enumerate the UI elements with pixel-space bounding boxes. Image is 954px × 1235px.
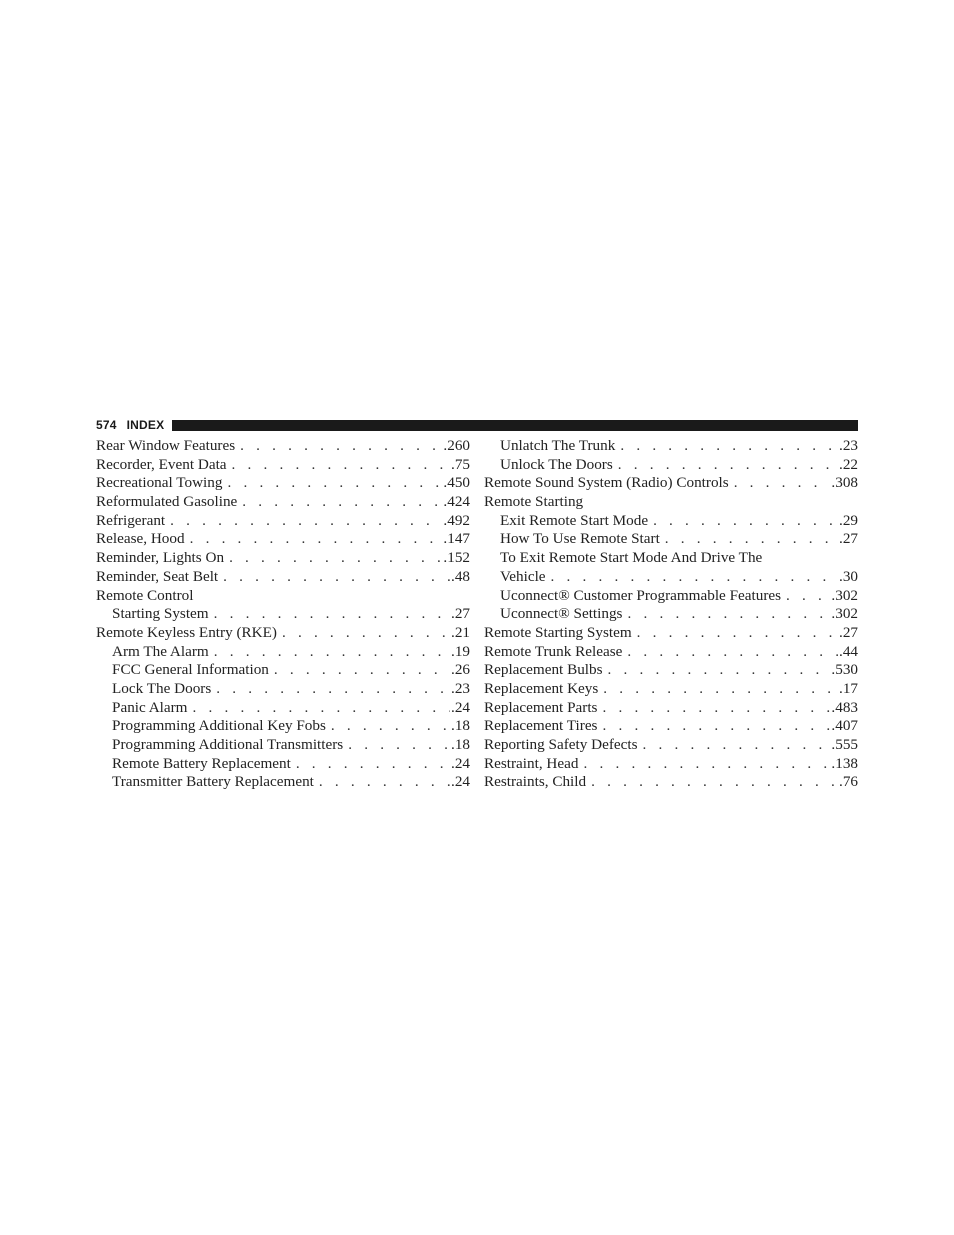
page-reference: .18 <box>451 717 470 735</box>
dot-leader <box>551 568 838 587</box>
page-reference: .26 <box>451 661 470 679</box>
dot-leader <box>602 699 830 718</box>
index-entry <box>96 493 470 512</box>
dot-leader <box>214 605 450 624</box>
index-term: Reminder, Lights On <box>96 549 225 567</box>
index-term: FCC General Information <box>112 661 269 679</box>
page-reference: .27 <box>839 623 858 641</box>
page-reference: .22 <box>839 455 858 473</box>
page-reference: .18 <box>451 736 470 753</box>
index-subentry <box>96 699 470 718</box>
page-reference: .76 <box>839 773 858 791</box>
index-entry <box>484 699 858 718</box>
dot-leader <box>603 680 838 699</box>
dot-leader <box>214 643 450 662</box>
index-term: Exit Remote Start Mode <box>500 511 649 529</box>
index-term: Recreational Towing <box>96 474 223 492</box>
dot-leader <box>786 587 830 606</box>
index-column-left <box>96 437 470 792</box>
page-reference: .75 <box>451 455 470 473</box>
dot-leader <box>274 661 450 680</box>
page-reference: .48 <box>451 567 470 585</box>
page-reference: .450 <box>443 474 470 492</box>
index-entry <box>484 493 858 512</box>
section-title: INDEX <box>126 418 165 432</box>
index-term: Reformulated Gasoline <box>96 493 238 511</box>
index-term: Unlock The Doors <box>500 455 613 473</box>
index-entry <box>484 680 858 699</box>
page-reference: .23 <box>451 679 470 697</box>
dot-leader <box>620 437 838 456</box>
index-entry <box>484 773 858 792</box>
index-subentry <box>484 568 858 587</box>
page-reference: .530 <box>831 661 858 679</box>
index-term: Uconnect® Customer Programmable Features <box>500 586 782 604</box>
index-entry <box>96 568 470 587</box>
index-subentry <box>484 549 858 568</box>
dot-leader <box>296 755 450 774</box>
page-number: 574 <box>96 418 117 432</box>
index-term: Restraints, Child <box>484 773 587 791</box>
index-entry <box>96 530 470 549</box>
index-term: Replacement Tires <box>484 717 598 735</box>
page-reference: .407 <box>831 717 858 735</box>
index-term: Restraint, Head <box>484 754 579 772</box>
page-reference: .424 <box>443 493 470 511</box>
index-entry <box>96 587 470 606</box>
index-term: Release, Hood <box>96 530 185 548</box>
page-reference: .21 <box>451 623 470 641</box>
dot-leader <box>240 437 442 456</box>
dot-leader <box>734 474 831 493</box>
dot-leader <box>602 717 830 736</box>
dot-leader <box>319 773 450 792</box>
index-subentry <box>96 661 470 680</box>
dot-leader <box>229 549 442 568</box>
index-entry <box>484 643 858 662</box>
index-subentry <box>96 643 470 662</box>
index-term: Reminder, Seat Belt <box>96 567 219 585</box>
dot-leader <box>348 736 450 755</box>
page-reference: .147 <box>443 530 470 548</box>
index-term: Remote Keyless Entry (RKE) <box>96 623 277 641</box>
index-term: How To Use Remote Start <box>500 530 660 548</box>
index-subentry <box>96 605 470 624</box>
index-term: Remote Starting <box>484 493 584 511</box>
dot-leader <box>331 717 450 736</box>
index-term: Unlatch The Trunk <box>500 437 616 454</box>
index-term: Vehicle <box>500 567 546 585</box>
page-reference: .483 <box>831 698 858 716</box>
index-entry <box>484 717 858 736</box>
index-entry <box>484 661 858 680</box>
page-reference: .152 <box>443 549 470 567</box>
dot-leader <box>223 568 450 587</box>
index-subentry <box>484 587 858 606</box>
page-reference: .29 <box>839 511 858 529</box>
dot-leader <box>190 530 443 549</box>
page-reference: .24 <box>451 698 470 716</box>
dot-leader <box>193 699 451 718</box>
page-reference: .27 <box>451 605 470 623</box>
index-term: Rear Window Features <box>96 437 236 454</box>
dot-leader <box>282 624 450 643</box>
index-column-right <box>484 437 858 792</box>
page-reference: .492 <box>443 511 470 529</box>
index-entry <box>484 736 858 755</box>
page-reference: .138 <box>831 754 858 772</box>
index-entry <box>96 624 470 643</box>
dot-leader <box>618 456 838 475</box>
index-entry <box>484 755 858 774</box>
page-reference: .30 <box>839 567 858 585</box>
header-rule <box>172 420 858 431</box>
dot-leader <box>627 643 838 662</box>
index-term: Transmitter Battery Replacement <box>112 773 314 791</box>
index-subentry <box>96 773 470 792</box>
index-term: Remote Control <box>96 586 194 604</box>
index-term: Starting System <box>112 605 209 623</box>
index-entry <box>96 474 470 493</box>
index-term: Remote Starting System <box>484 623 632 641</box>
index-entry <box>484 474 858 493</box>
dot-leader <box>232 456 450 475</box>
index-subentry <box>484 605 858 624</box>
index-entry <box>96 549 470 568</box>
index-term: Replacement Keys <box>484 679 599 697</box>
page-reference: .555 <box>831 736 858 753</box>
index-entry <box>96 437 470 456</box>
page-reference: .302 <box>831 605 858 623</box>
index-subentry <box>484 437 858 456</box>
dot-leader <box>665 530 838 549</box>
page-reference: .24 <box>451 754 470 772</box>
dot-leader <box>170 512 442 531</box>
index-subentry <box>484 456 858 475</box>
index-entry <box>96 512 470 531</box>
dot-leader <box>583 755 830 774</box>
index-term: Replacement Parts <box>484 698 598 716</box>
page-reference: .23 <box>839 437 858 454</box>
index-term: Uconnect® Settings <box>500 605 623 623</box>
index-subentry <box>96 736 470 755</box>
dot-leader <box>627 605 830 624</box>
index-term: Remote Battery Replacement <box>112 754 291 772</box>
index-term: Programming Additional Key Fobs <box>112 717 326 735</box>
page-reference: .24 <box>451 773 470 791</box>
index-term: Lock The Doors <box>112 679 212 697</box>
dot-leader <box>227 474 442 493</box>
index-subentry <box>484 530 858 549</box>
index-term: Refrigerant <box>96 511 166 529</box>
dot-leader <box>643 736 831 755</box>
dot-leader <box>216 680 450 699</box>
page-header <box>96 417 858 433</box>
index-term: Remote Trunk Release <box>484 642 623 660</box>
page-reference: .302 <box>831 586 858 604</box>
dot-leader <box>637 624 838 643</box>
index-term: Replacement Bulbs <box>484 661 603 679</box>
index-term: Programming Additional Transmitters <box>112 736 344 753</box>
index-subentry <box>484 512 858 531</box>
page-reference: .308 <box>831 474 858 492</box>
page-reference: .44 <box>839 642 858 660</box>
page-reference: .260 <box>443 437 470 454</box>
page-reference: .27 <box>839 530 858 548</box>
index-term: Remote Sound System (Radio) Controls <box>484 474 729 492</box>
index-term: Panic Alarm <box>112 698 188 716</box>
page-reference: .17 <box>839 679 858 697</box>
dot-leader <box>608 661 831 680</box>
index-term: Reporting Safety Defects <box>484 736 638 753</box>
index-subentry <box>96 680 470 699</box>
dot-leader <box>591 773 838 792</box>
index-term: Recorder, Event Data <box>96 455 227 473</box>
index-term: To Exit Remote Start Mode And Drive The <box>500 549 763 567</box>
index-entry <box>484 624 858 643</box>
dot-leader <box>653 512 838 531</box>
dot-leader <box>242 493 442 512</box>
index-subentry <box>96 755 470 774</box>
index-subentry <box>96 717 470 736</box>
index-entry <box>96 456 470 475</box>
index-term: Arm The Alarm <box>112 642 209 660</box>
page-reference: .19 <box>451 642 470 660</box>
